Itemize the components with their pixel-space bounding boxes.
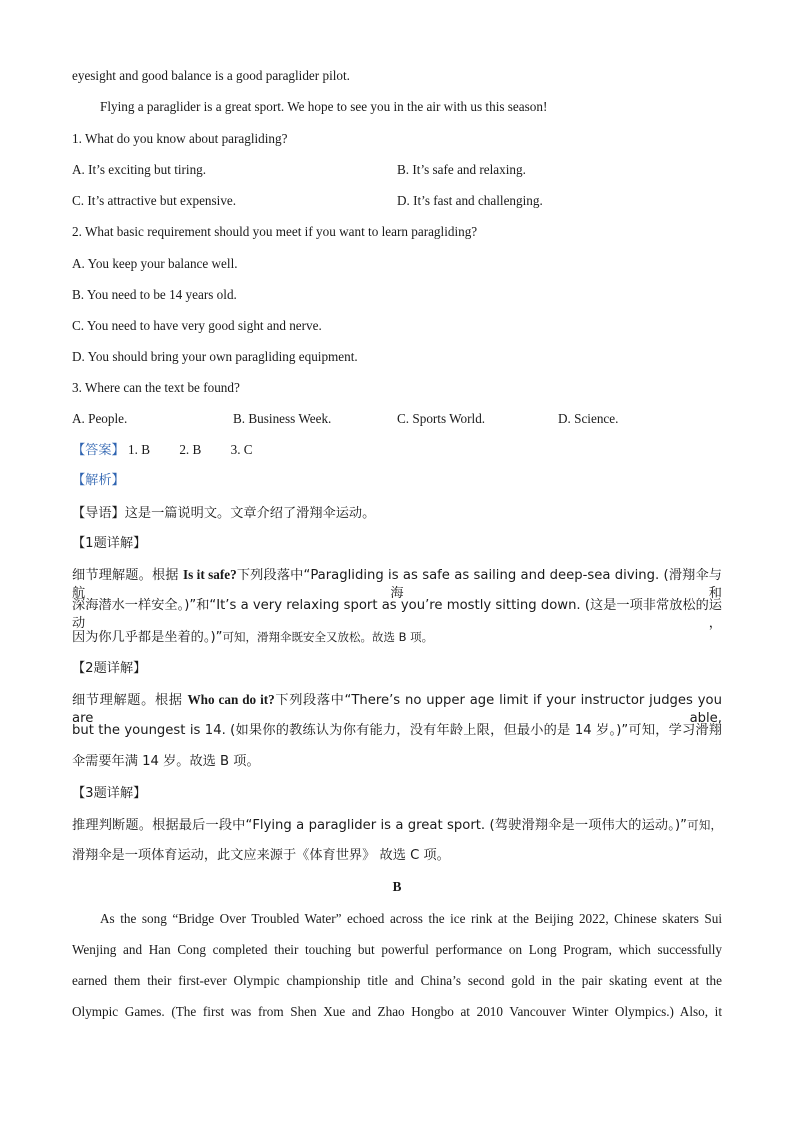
answer-1: 1. B	[128, 442, 151, 457]
section-b-heading: B	[392, 879, 402, 894]
answer-line	[72, 441, 253, 460]
answer-3: 3. C	[230, 442, 253, 457]
section-b-line-1: As the song “Bridge Over Troubled Water” echoed across the ice rink at the Beijing 2022, Chinese skaters Sui	[100, 911, 722, 926]
detail-3-tag: 【3题详解】	[72, 786, 147, 801]
detail-1-tag: 【1题详解】	[72, 536, 147, 551]
d2-bold-keyword: Who can do it?	[187, 692, 275, 707]
q1-option-d: D. It’s fast and challenging.	[397, 193, 543, 208]
d1-prefix: 细节理解题。根据	[72, 568, 183, 583]
question-3: 3. Where can the text be found?	[72, 380, 240, 395]
q2-option-c: C. You need to have very good sight and nerve.	[72, 318, 322, 333]
detail-1-line-2: 深海潜水一样安全。)”和“It’s a very relaxing sport as you’re mostly sitting down. (这是一项非常放松的运动，	[72, 598, 722, 631]
q2-option-d: D. You should bring your own paragliding equipment.	[72, 349, 358, 364]
d2-quote: 下列段落中“There’s no upper age limit if your instructor judges you are able,	[72, 693, 722, 726]
d3-line1-a: 推理判断题。根据最后一段中“Flying a paraglider is a great sport. (驾驶滑翔伞是一项伟大的运动。)”	[72, 818, 688, 833]
q1-option-a: A. It’s exciting but tiring.	[72, 162, 207, 177]
section-b-line-2: Wenjing and Han Cong completed their touching but powerful performance on Long Program, which successfully	[72, 942, 722, 957]
question-1: 1. What do you know about paragliding?	[72, 131, 288, 146]
guide-text: 这是一篇说明文。文章介绍了滑翔伞运动。	[124, 506, 376, 521]
q3-option-c: C. Sports World.	[397, 411, 486, 426]
q3-option-b: B. Business Week.	[233, 411, 332, 426]
answer-tag: 【答案】	[72, 443, 125, 458]
detail-2-tag: 【2题详解】	[72, 661, 147, 676]
q1-option-b: B. It’s safe and relaxing.	[397, 162, 526, 177]
detail-1-line-3	[72, 628, 433, 647]
d3-line1-b: 可知，	[687, 818, 722, 832]
question-1-options-row-2	[72, 192, 543, 210]
d1-line3-b: 可知，滑翔伞既安全又放松。故选 B 项。	[222, 630, 434, 644]
guide-line	[72, 504, 375, 523]
section-b-line-4: Olympic Games. (The first was from Shen Xue and Zhao Hongbo at 2010 Vancouver Winter Olympics.) Also, it	[72, 1004, 722, 1019]
guide-tag: 【导语】	[72, 506, 125, 521]
section-b-line-3: earned them their first-ever Olympic championship title and China’s second gold in the pair skating event at the	[72, 973, 722, 988]
detail-3-line-2: 滑翔伞是一项体育运动，此文应来源于《体育世界》 故选 C 项。	[72, 848, 450, 863]
d1-quote: 下列段落中“Paragliding is as safe as sailing and deep-sea diving. (滑翔伞与航海和	[72, 568, 722, 601]
detail-3-line-1	[72, 816, 722, 835]
analysis-tag: 【解析】	[72, 473, 125, 488]
detail-2-line-3: 伞需要年满 14 岁。故选 B 项。	[72, 754, 260, 769]
question-2: 2. What basic requirement should you meet if you want to learn paragliding?	[72, 224, 478, 239]
q2-option-b: B. You need to be 14 years old.	[72, 287, 237, 302]
passage-line: eyesight and good balance is a good paraglider pilot.	[72, 68, 350, 83]
q3-option-d: D. Science.	[558, 411, 619, 426]
q2-option-a: A. You keep your balance well.	[72, 256, 238, 271]
answer-2: 2. B	[179, 442, 202, 457]
detail-2-line-2: but the youngest is 14. (如果你的教练认为你有能力，没有年龄上限，但最小的是 14 岁。)”可知，学习滑翔	[72, 723, 722, 738]
d2-prefix: 细节理解题。根据	[72, 693, 188, 708]
passage-closing: Flying a paraglider is a great sport. We hope to see you in the air with us this season!	[100, 99, 548, 114]
d1-line3-a: 因为你几乎都是坐着的。)”	[72, 630, 223, 645]
q1-option-c: C. It’s attractive but expensive.	[72, 193, 237, 208]
question-1-options-row-1	[72, 161, 526, 179]
d1-bold-keyword: Is it safe?	[182, 567, 237, 582]
q3-option-a: A. People.	[72, 411, 128, 426]
